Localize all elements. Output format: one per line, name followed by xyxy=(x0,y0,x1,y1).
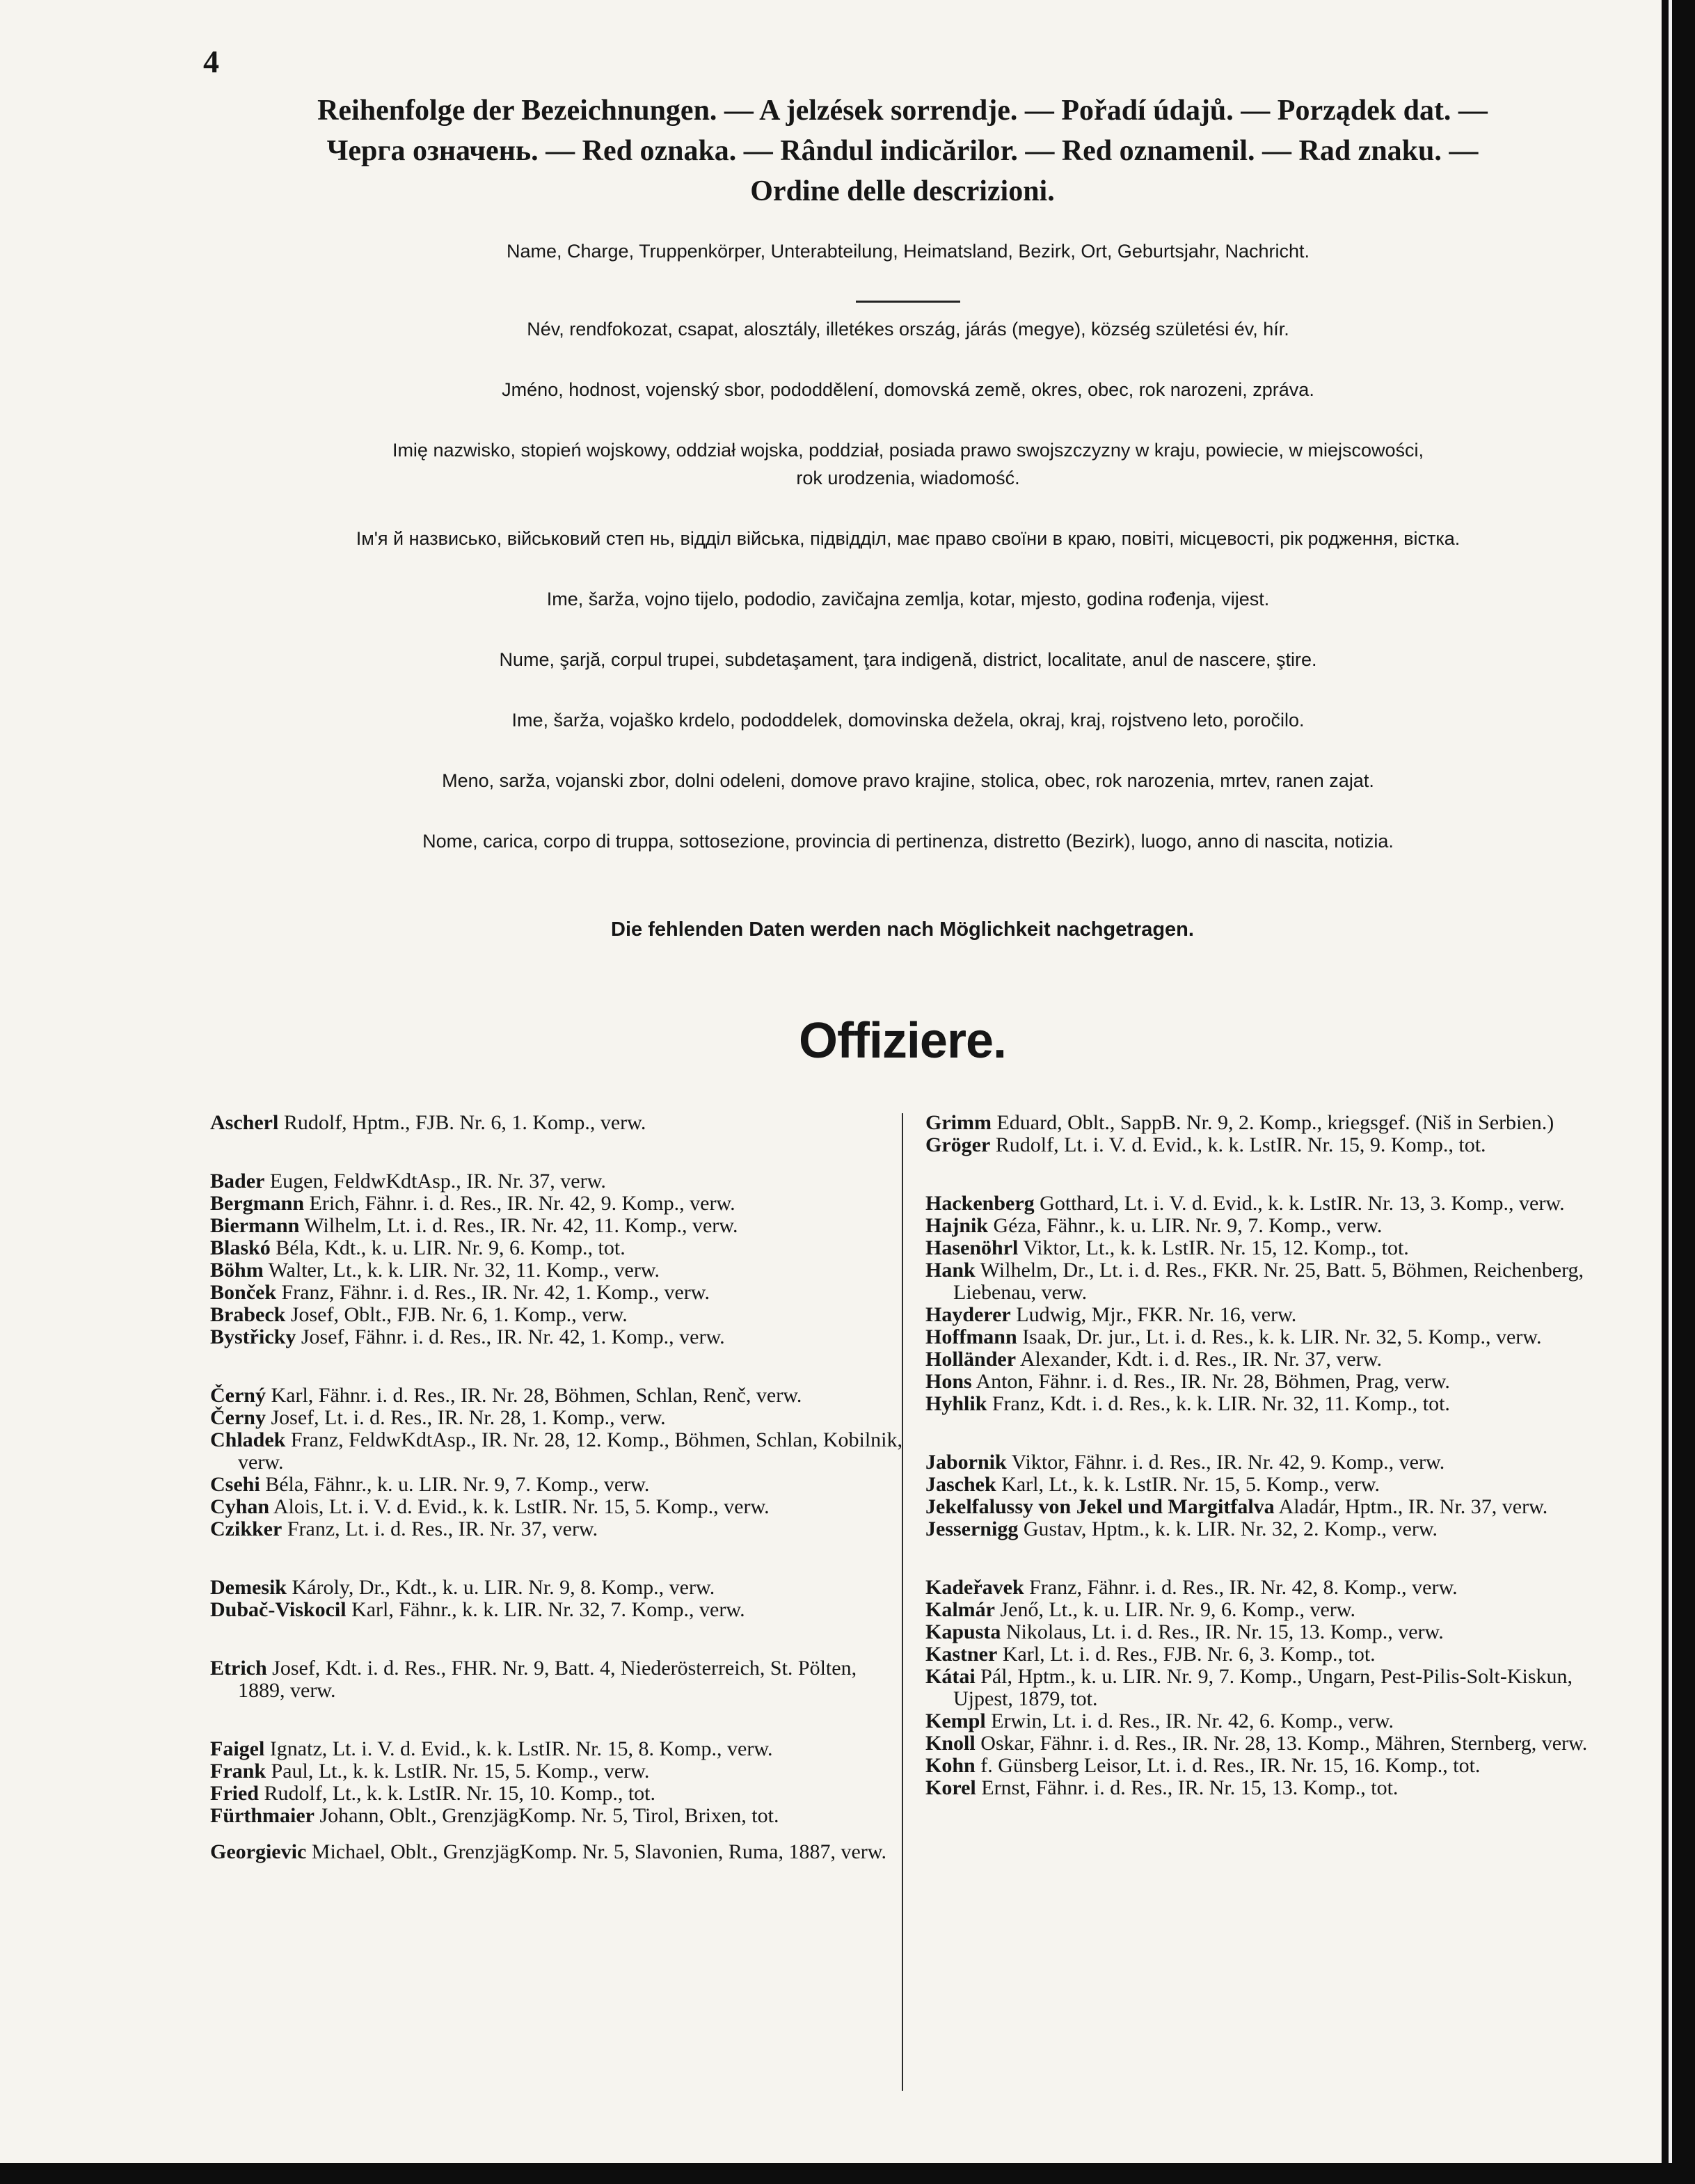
list-item: Faigel Ignatz, Lt. i. V. d. Evid., k. k. LstIR. Nr. 15, 8. Komp., verw. xyxy=(210,1737,773,1760)
list-item: Csehi Béla, Fähnr., k. u. LIR. Nr. 9, 7. Komp., verw. xyxy=(210,1473,650,1496)
list-item: Jabornik Viktor, Fähnr. i. d. Res., IR. Nr. 42, 9. Komp., verw. xyxy=(925,1451,1445,1474)
list-item: Etrich Josef, Kdt. i. d. Res., FHR. Nr. 9, Batt. 4, Niederösterreich, St. Pölten, 1889, verw. xyxy=(210,1657,857,1702)
list-item: Dubač-Viskocil Karl, Fähnr., k. k. LIR. Nr. 32, 7. Komp., verw. xyxy=(210,1598,745,1621)
list-item: Hank Wilhelm, Dr., Lt. i. d. Res., FKR. Nr. 25, Batt. 5, Böhmen, Reichenberg, Liebenau, verw. xyxy=(925,1259,1584,1304)
lang-row-italian: Nome, carica, corpo di truppa, sottosezione, provincia di pertinenza, distretto (Bezirk), luogo, anno di nascita, notizia. xyxy=(422,831,1394,852)
list-item: Jaschek Karl, Lt., k. k. LstIR. Nr. 15, 5. Komp., verw. xyxy=(925,1473,1380,1496)
separator xyxy=(856,301,960,303)
right-column xyxy=(925,1112,1607,1799)
list-item: Knoll Oskar, Fähnr. i. d. Res., IR. Nr. 28, 13. Komp., Mähren, Sternberg, verw. xyxy=(925,1732,1588,1755)
list-item: Cyhan Alois, Lt. i. V. d. Evid., k. k. LstIR. Nr. 15, 5. Komp., verw. xyxy=(210,1495,770,1518)
list-item: Demesik Károly, Dr., Kdt., k. u. LIR. Nr. 9, 8. Komp., verw. xyxy=(210,1576,715,1599)
list-item: Bystřicky Josef, Fähnr. i. d. Res., IR. Nr. 42, 1. Komp., verw. xyxy=(210,1325,725,1348)
list-item: Blaskó Béla, Kdt., k. u. LIR. Nr. 9, 6. Komp., tot. xyxy=(210,1236,626,1259)
lang-row-german: Name, Charge, Truppenkörper, Unterabteilung, Heimatsland, Bezirk, Ort, Geburtsjahr, Nachricht. xyxy=(506,241,1310,262)
left-column xyxy=(210,1112,906,1863)
list-item: Böhm Walter, Lt., k. k. LIR. Nr. 32, 11. Komp., verw. xyxy=(210,1259,660,1282)
lang-row-slovak: Meno, sarža, vojanski zbor, dolni odeleni, domove pravo krajine, stolica, obec, rok narozenia, mrtev, ranen zajat. xyxy=(442,770,1374,791)
title-block xyxy=(203,90,1602,212)
list-item: Hajnik Géza, Fähnr., k. u. LIR. Nr. 9, 7. Komp., verw. xyxy=(925,1214,1383,1237)
missing-data-note: Die fehlenden Daten werden nach Möglichkeit nachgetragen. xyxy=(611,918,1194,941)
list-item: Jekelfalussy von Jekel und Margitfalva Aladár, Hptm., IR. Nr. 37, verw. xyxy=(925,1495,1548,1518)
list-item: Hons Anton, Fähnr. i. d. Res., IR. Nr. 28, Böhmen, Prag, verw. xyxy=(925,1370,1450,1393)
section-heading: Offiziere. xyxy=(798,1013,1007,1069)
list-item: Bader Eugen, FeldwKdtAsp., IR. Nr. 37, verw. xyxy=(210,1170,606,1193)
list-item: Černy Josef, Lt. i. d. Res., IR. Nr. 28, 1. Komp., verw. xyxy=(210,1406,666,1429)
list-item: Korel Ernst, Fähnr. i. d. Res., IR. Nr. 15, 13. Komp., tot. xyxy=(925,1776,1399,1799)
lang-row-hungarian: Név, rendfokozat, csapat, alosztály, illetékes ország, járás (megye), község születési év, hír. xyxy=(527,319,1289,340)
list-item: Chladek Franz, FeldwKdtAsp., IR. Nr. 28, 12. Komp., Böhmen, Schlan, Kobilnik, verw. xyxy=(210,1428,903,1474)
lang-row-slovene: Ime, šarža, vojaško krdelo, pododdelek, domovinska dežela, okraj, kraj, rojstveno leto, poročilo. xyxy=(511,710,1305,731)
list-item: Jessernigg Gustav, Hptm., k. k. LIR. Nr. 32, 2. Komp., verw. xyxy=(925,1517,1438,1540)
lang-row-romanian: Nume, şarjă, corpul trupei, subdetaşament, ţara indigenă, district, localitate, anul de nascere, ştire. xyxy=(499,649,1317,670)
page-number: 4 xyxy=(203,44,219,79)
list-item: Bonček Franz, Fähnr. i. d. Res., IR. Nr. 42, 1. Komp., verw. xyxy=(210,1281,710,1304)
scan-edge-bottom xyxy=(0,2163,1695,2184)
list-item: Fried Rudolf, Lt., k. k. LstIR. Nr. 15, 10. Komp., tot. xyxy=(210,1782,655,1805)
list-item: Ascherl Rudolf, Hptm., FJB. Nr. 6, 1. Komp., verw. xyxy=(210,1111,646,1134)
list-item: Kempl Erwin, Lt. i. d. Res., IR. Nr. 42, 6. Komp., verw. xyxy=(925,1709,1394,1732)
language-rows xyxy=(230,240,1586,891)
list-item: Czikker Franz, Lt. i. d. Res., IR. Nr. 37, verw. xyxy=(210,1517,598,1540)
list-item: Kohn f. Günsberg Leisor, Lt. i. d. Res., IR. Nr. 15, 16. Komp., tot. xyxy=(925,1754,1481,1777)
list-item: Bergmann Erich, Fähnr. i. d. Res., IR. Nr. 42, 9. Komp., verw. xyxy=(210,1192,735,1215)
list-item: Biermann Wilhelm, Lt. i. d. Res., IR. Nr. 42, 11. Komp., verw. xyxy=(210,1214,738,1237)
list-item: Kastner Karl, Lt. i. d. Res., FJB. Nr. 6, 3. Komp., tot. xyxy=(925,1643,1376,1666)
title-line: Reihenfolge der Bezeichnungen. — A jelzések sorrendje. — Pořadí údajů. — Porządek dat. — xyxy=(317,95,1488,127)
title-line: Черга означень. — Red oznaka. — Rândul indicărilor. — Red oznamenil. — Rad znaku. — xyxy=(326,135,1479,167)
list-item: Holländer Alexander, Kdt. i. d. Res., IR. Nr. 37, verw. xyxy=(925,1348,1382,1371)
list-item: Georgievic Michael, Oblt., GrenzjägKomp. Nr. 5, Slavonien, Ruma, 1887, verw. xyxy=(210,1840,887,1863)
list-item: Hayderer Ludwig, Mjr., FKR. Nr. 16, verw. xyxy=(925,1303,1297,1326)
list-item: Gröger Rudolf, Lt. i. V. d. Evid., k. k. LstIR. Nr. 15, 9. Komp., tot. xyxy=(925,1133,1486,1156)
list-item: Grimm Eduard, Oblt., SappB. Nr. 9, 2. Komp., kriegsgef. (Niš in Serbien.) xyxy=(925,1111,1554,1134)
lang-row-polish-cont: rok urodzenia, wiadomość. xyxy=(796,468,1020,488)
lang-row-polish: Imię nazwisko, stopień wojskowy, oddział wojska, poddział, posiada prawo swojszczyzny w kraju, powiecie, w miejscowości, xyxy=(392,440,1424,461)
lang-row-czech: Jméno, hodnost, vojenský sbor, pododdělení, domovská země, okres, obec, rok narozeni, zpráva. xyxy=(502,379,1314,400)
list-item: Hackenberg Gotthard, Lt. i. V. d. Evid., k. k. LstIR. Nr. 13, 3. Komp., verw. xyxy=(925,1192,1565,1215)
scan-edge-right xyxy=(1662,0,1695,2184)
list-item: Kalmár Jenő, Lt., k. u. LIR. Nr. 9, 6. Komp., verw. xyxy=(925,1598,1355,1621)
lang-row-croatian: Ime, šarža, vojno tijelo, pododio, zavičajna zemlja, kotar, mjesto, godina rođenja, vijest. xyxy=(546,589,1270,609)
list-item: Hoffmann Isaak, Dr. jur., Lt. i. d. Res., k. k. LIR. Nr. 32, 5. Komp., verw. xyxy=(925,1325,1542,1348)
list-item: Černý Karl, Fähnr. i. d. Res., IR. Nr. 28, Böhmen, Schlan, Renč, verw. xyxy=(210,1384,802,1407)
list-item: Kapusta Nikolaus, Lt. i. d. Res., IR. Nr. 15, 13. Komp., verw. xyxy=(925,1620,1444,1643)
list-item: Hasenöhrl Viktor, Lt., k. k. LstIR. Nr. 15, 12. Komp., tot. xyxy=(925,1236,1409,1259)
list-item: Frank Paul, Lt., k. k. LstIR. Nr. 15, 5. Komp., verw. xyxy=(210,1760,650,1783)
title-line: Ordine delle descrizioni. xyxy=(750,175,1055,207)
lang-row-ukrainian: Ім'я й назвисько, військовий степ нь, відділ війська, підвідділ, має право своїни в краю, повіті, місцевості, рік родження, вістка. xyxy=(356,528,1461,549)
list-item: Brabeck Josef, Oblt., FJB. Nr. 6, 1. Komp., verw. xyxy=(210,1303,628,1326)
list-item: Fürthmaier Johann, Oblt., GrenzjägKomp. Nr. 5, Tirol, Brixen, tot. xyxy=(210,1804,779,1827)
list-item: Kadeřavek Franz, Fähnr. i. d. Res., IR. Nr. 42, 8. Komp., verw. xyxy=(925,1576,1458,1599)
list-item: Kátai Pál, Hptm., k. u. LIR. Nr. 9, 7. Komp., Ungarn, Pest-Pilis-Solt-Kiskun, Ujpest, 1879, tot. xyxy=(925,1665,1573,1710)
list-item: Hyhlik Franz, Kdt. i. d. Res., k. k. LIR. Nr. 32, 11. Komp., tot. xyxy=(925,1392,1450,1415)
